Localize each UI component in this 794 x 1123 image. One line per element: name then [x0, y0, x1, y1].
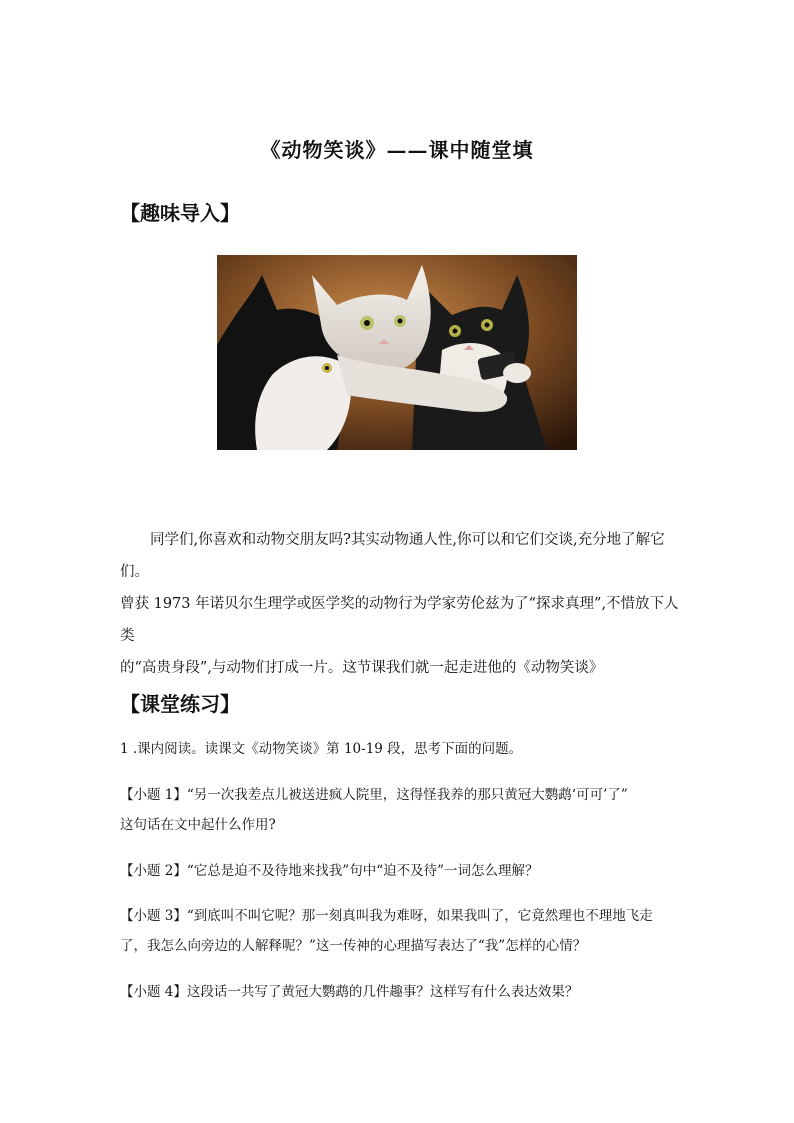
intro-line: 曾获 1973 年诺贝尔生理学或医学奖的动物行为学家劳伦兹为了“探求真理”,不惜放下人类	[120, 596, 679, 644]
question-label: 【小题 3】	[120, 908, 187, 924]
question-label: 【小题 4】	[120, 984, 187, 1000]
question-label: 【小题 1】	[120, 787, 187, 803]
question-line: 这句话在文中起什么作用?	[120, 817, 276, 833]
question-item	[120, 977, 680, 1007]
three-cats-selfie-photo	[217, 255, 577, 450]
section-heading-intro: 【趣味导入】	[120, 201, 240, 225]
section-heading-practice: 【课堂练习】	[120, 692, 240, 716]
question-item	[120, 901, 680, 961]
question-line: 【小题 4】这段话一共写了黄冠大鹦鹉的几件趣事？这样写有什么表达效果？	[120, 984, 579, 1000]
question-label: 【小题 2】	[120, 863, 187, 879]
intro-paragraph	[120, 524, 690, 684]
intro-line: 同学们,你喜欢和动物交朋友吗?其实动物通人性,你可以和它们交谈,充分地了解它们。	[120, 532, 665, 580]
question-item	[120, 780, 680, 840]
intro-line: 的“高贵身段”,与动物们打成一片。这节课我们就一起走进他的《动物笑谈》	[120, 660, 604, 676]
question-line: 【小题 2】“它总是迫不及待地来找我”句中“迫不及待”一词怎么理解？	[120, 863, 539, 879]
question-item	[120, 856, 680, 886]
question-line: 【小题 1】“另一次我差点儿被送进疯人院里，这得怪我养的那只黄冠大鹦鹉‘可可’了”	[120, 787, 628, 803]
exercise-instruction: 1 .课内阅读。读课文《动物笑谈》第 10-19 段，思考下面的问题。	[120, 741, 523, 757]
question-line: 【小题 3】“到底叫不叫它呢？那一刻真叫我为难呀，如果我叫了，它竟然理也不理地飞走	[120, 908, 653, 924]
question-line: 了，我怎么向旁边的人解释呢？”这一传神的心理描写表达了“我”怎样的心情？	[120, 938, 587, 954]
page-title: 《动物笑谈》——课中随堂填	[260, 138, 534, 162]
